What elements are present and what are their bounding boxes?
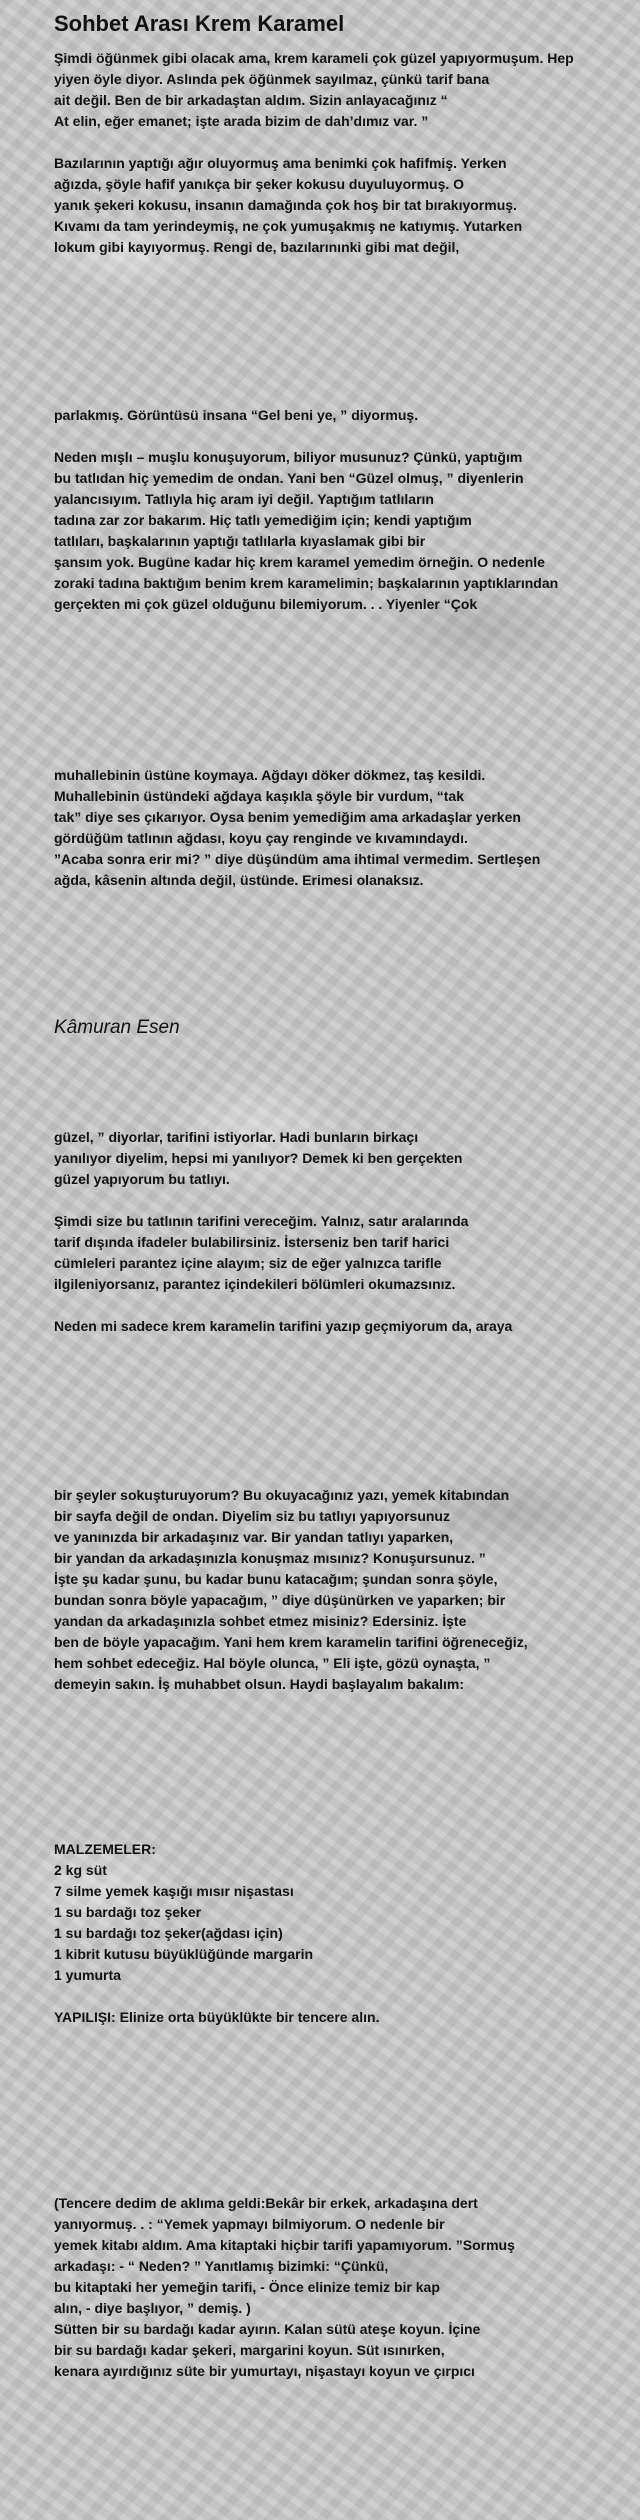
text-section-3 xyxy=(54,765,634,891)
text-line: ilgileniyorsanız, parantez içindekileri bölümleri okumazsınız. xyxy=(54,1276,456,1292)
text-line: güzel yapıyorum bu tatlıyı. xyxy=(54,1171,230,1187)
text-line: tatlıları, başkalarının yaptığı tatlılarla kıyaslamak gibi bir xyxy=(54,533,426,549)
text-line: muhallebinin üstüne koymaya. Ağdayı döker dökmez, taş kesildi. xyxy=(54,767,486,783)
text-section-6 xyxy=(54,2193,634,2382)
text-line: zoraki tadına baktığım benim krem karamelimin; başkalarının yaptıklarından xyxy=(54,575,559,591)
paragraph-spacer xyxy=(54,1986,634,2007)
text-line: Sütten bir su bardağı kadar ayırın. Kalan sütü ateşe koyun. İçine xyxy=(54,2321,481,2337)
paragraph-spacer xyxy=(54,1190,634,1211)
paragraph-spacer xyxy=(54,1295,634,1316)
paragraph-spacer xyxy=(54,426,634,447)
text-line: ait değil. Ben de bir arkadaştan aldım. Sizin anlayacağınız “ xyxy=(54,92,448,108)
text-line: yanılıyor diyelim, hepsi mi yanılıyor? Demek ki ben gerçekten xyxy=(54,1150,463,1166)
text-line: lokum gibi kayıyormuş. Rengi de, bazılarınınki gibi mat değil, xyxy=(54,239,460,255)
text-line: alın, - diye başlıyor, ” demiş. ) xyxy=(54,2300,251,2316)
text-line: Neden mışlı – muşlu konuşuyorum, biliyor musunuz? Çünkü, yaptığım xyxy=(54,449,523,465)
text-line: ağızda, şöyle hafif yanıkça bir şeker kokusu duyuluyormuş. O xyxy=(54,176,465,192)
text-line: tarif dışında ifadeler bulabilirsiniz. İsterseniz ben tarif harici xyxy=(54,1234,450,1250)
text-line: ve yanınızda bir arkadaşınız var. Bir yandan tatlıyı yaparken, xyxy=(54,1529,454,1545)
text-line: şansım yok. Bugüne kadar hiç krem karamel yemedim örneğin. O nedenle xyxy=(54,554,545,570)
text-line: MALZEMELER: xyxy=(54,1841,156,1857)
text-line: Neden mi sadece krem karamelin tarifini yazıp geçmiyorum da, araya xyxy=(54,1318,513,1334)
text-line: güzel, ” diyorlar, tarifini istiyorlar. Hadi bunların birkaçı xyxy=(54,1129,419,1145)
text-line: kenara ayırdığınız süte bir yumurtayı, nişastayı koyun ve çırpıcı xyxy=(54,2363,475,2379)
text-line: ben de böyle yapacağım. Yani hem krem karamelin tarifini öğreneceğiz, xyxy=(54,1634,528,1650)
text-line: yiyen öyle diyor. Aslında pek öğünmek sayılmaz, çünkü tarif bana xyxy=(54,71,490,87)
text-line: yanıyormuş. . : “Yemek yapmayı bilmiyorum. O nedenle bir xyxy=(54,2216,445,2232)
text-line: ”Acaba sonra erir mi? ” diye düşündüm ama ihtimal vermedim. Sertleşen xyxy=(54,851,541,867)
text-line: 7 silme yemek kaşığı mısır nişastası xyxy=(54,1883,294,1899)
author-signature: Kâmuran Esen xyxy=(54,1017,180,1038)
text-section-2 xyxy=(54,405,634,615)
text-line: (Tencere dedim de aklıma geldi:Bekâr bir erkek, arkadaşına dert xyxy=(54,2195,478,2211)
text-line: 1 su bardağı toz şeker(ağdası için) xyxy=(54,1925,283,1941)
text-line: 1 kibrit kutusu büyüklüğünde margarin xyxy=(54,1946,314,1962)
text-line: yemek kitabı aldım. Ama kitaptaki hiçbir tarifi yapamıyorum. ”Sormuş xyxy=(54,2237,515,2253)
text-line: 1 yumurta xyxy=(54,1967,121,1983)
text-line: hem sohbet edeceğiz. Hal böyle olunca, ” Eli işte, gözü oynaşta, ” xyxy=(54,1655,491,1671)
text-line: bu tatlıdan hiç yemedim de ondan. Yani ben “Güzel olmuş, ” diyenlerin xyxy=(54,470,524,486)
text-line: bu kitaptaki her yemeğin tarifi, - Önce elinize temiz bir kap xyxy=(54,2279,440,2295)
text-line: Şimdi öğünmek gibi olacak ama, krem karameli çok güzel yapıyormuşum. Hep xyxy=(54,50,574,66)
text-line: Kıvamı da tam yerindeymiş, ne çok yumuşakmış ne katıymış. Yutarken xyxy=(54,218,523,234)
paragraph-spacer xyxy=(54,132,634,153)
text-line: yandan da arkadaşınızla sohbet etmez misiniz? Edersiniz. İşte xyxy=(54,1613,467,1629)
text-line: bir sayfa değil de ondan. Diyelim siz bu tatlıyı yapıyorsunuz xyxy=(54,1508,450,1524)
text-line: Bazılarının yaptığı ağır oluyormuş ama benimki çok hafifmiş. Yerken xyxy=(54,155,507,171)
text-line: yalancısıyım. Tatlıyla hiç aram iyi değil. Yaptığım tatlıların xyxy=(54,491,434,507)
text-line: yanık şekeri kokusu, insanın damağında çok hoş bir tat bırakıyormuş. xyxy=(54,197,517,213)
text-section-4 xyxy=(54,1127,634,1337)
text-line: YAPILIŞI: Elinize orta büyüklükte bir tencere alın. xyxy=(54,2009,380,2025)
text-line: Muhallebinin üstündeki ağdaya kaşıkla şöyle bir vurdum, “tak xyxy=(54,788,465,804)
text-line: cümleleri parantez içine alayım; siz de eğer yalnızca tarifle xyxy=(54,1255,442,1271)
page-title: Sohbet Arası Krem Karamel xyxy=(54,11,345,36)
text-line: bir su bardağı kadar şekeri, margarini koyun. Süt ısınırken, xyxy=(54,2342,445,2358)
text-line: parlakmış. Görüntüsü insana “Gel beni ye, ” diyormuş. xyxy=(54,407,419,423)
text-line: tak” diye ses çıkarıyor. Oysa benim yemediğim ama arkadaşlar yerken xyxy=(54,809,521,825)
text-line: arkadaşı: - “ Neden? ” Yanıtlamış bizimki: “Çünkü, xyxy=(54,2258,389,2274)
text-line: gördüğüm tatlının ağdası, koyu çay renginde ve kıvamındaydı. xyxy=(54,830,468,846)
text-line: ağda, kâsenin altında değil, üstünde. Erimesi olanaksız. xyxy=(54,872,424,888)
text-line: İşte şu kadar şunu, bu kadar bunu katacağım; şundan sonra şöyle, xyxy=(54,1571,498,1587)
text-line: 2 kg süt xyxy=(54,1862,107,1878)
text-line: At elin, eğer emanet; işte arada bizim de dah’dımız var. ” xyxy=(54,113,429,129)
text-line: Şimdi size bu tatlının tarifini vereceğim. Yalnız, satır aralarında xyxy=(54,1213,469,1229)
text-line: bundan sonra böyle yapacağım, ” diye düşünürken ve yaparken; bir xyxy=(54,1592,506,1608)
text-line: bir yandan da arkadaşınızla konuşmaz mısınız? Konuşursunuz. ” xyxy=(54,1550,486,1566)
text-line: demeyin sakın. İş muhabbet olsun. Haydi başlayalım bakalım: xyxy=(54,1676,465,1692)
text-line: tadına zar zor bakarım. Hiç tatlı yemediğim için; kendi yaptığım xyxy=(54,512,472,528)
text-line: 1 su bardağı toz şeker xyxy=(54,1904,202,1920)
text-section-5 xyxy=(54,1485,634,1695)
text-line: bir şeyler sokuşturuyorum? Bu okuyacağınız yazı, yemek kitabından xyxy=(54,1487,510,1503)
text-line: gerçekten mi çok güzel olduğunu bilemiyorum. . . Yiyenler “Çok xyxy=(54,596,478,612)
recipe-ingredients xyxy=(54,1839,634,2028)
text-section-1 xyxy=(54,48,634,258)
